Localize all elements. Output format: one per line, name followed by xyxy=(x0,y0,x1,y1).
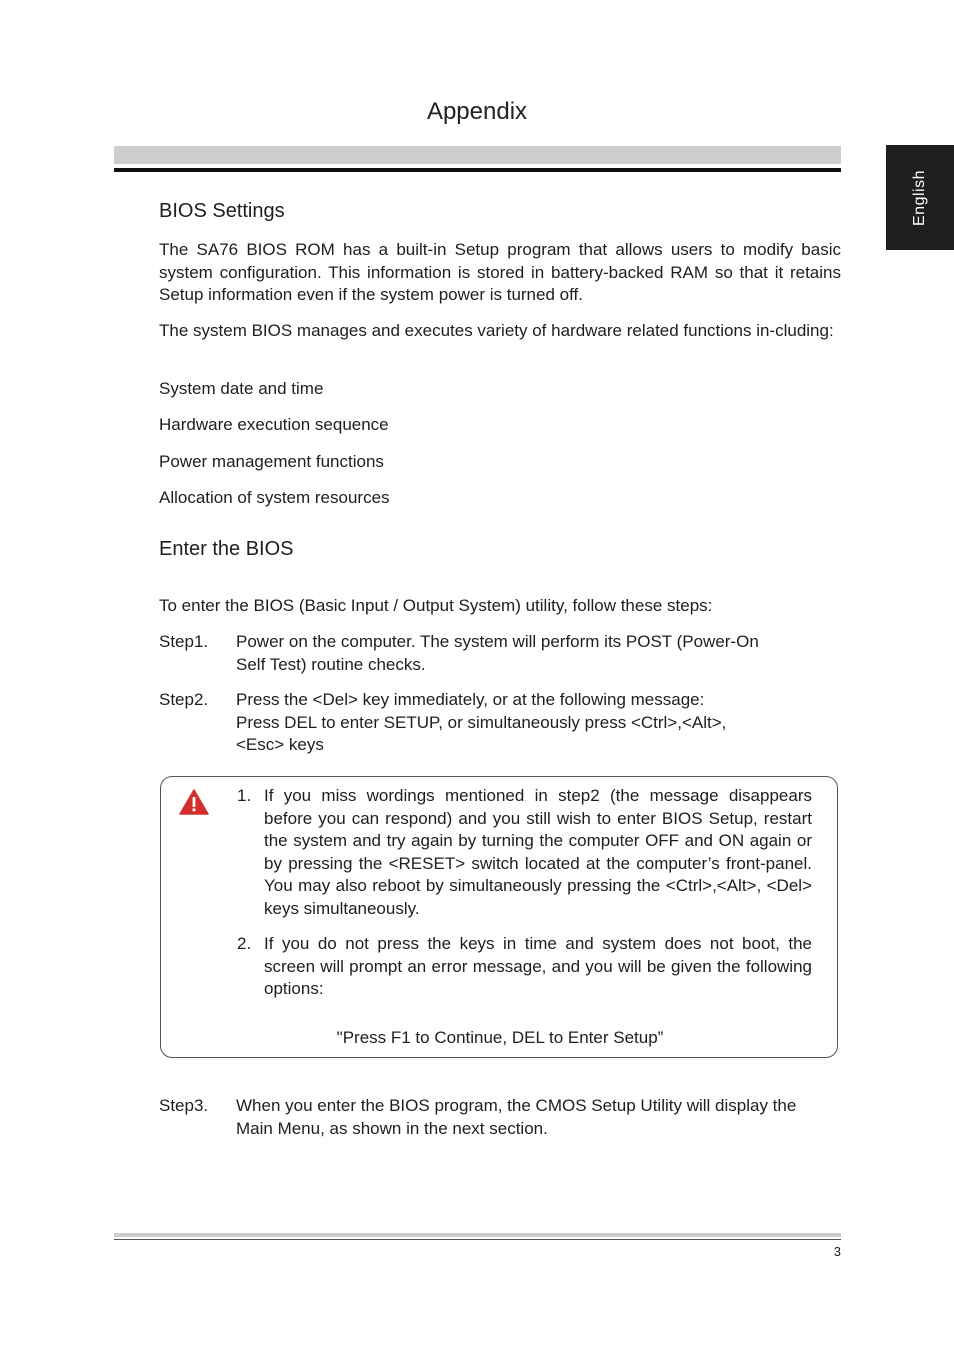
note-item-text: If you miss wordings mentioned in step2 (the message disappears before you can respond) and you still wish to enter BIOS Setup, restart the system and try again by turning the computer OFF and ON again or by pressing the <RESET> switch located at the computer’s front-panel. You may also reboot by simultaneously pressing the <Ctrl>,<Alt>, <Del> keys simultaneously. xyxy=(264,786,812,918)
language-tab xyxy=(886,145,954,250)
list-item: Power management functions xyxy=(159,452,384,471)
list-item: Allocation of system resources xyxy=(159,488,390,507)
note-quote: "Press F1 to Continue, DEL to Enter Setup” xyxy=(336,1028,664,1047)
note-item-number: 1. xyxy=(237,786,252,805)
header-grey-bar xyxy=(114,146,841,164)
step-text-line: Power on the computer. The system will perform its POST (Power-On xyxy=(236,632,759,651)
warning-icon xyxy=(179,789,209,815)
language-tab-label: English xyxy=(911,169,928,226)
step-text xyxy=(236,689,841,757)
step-text-line: When you enter the BIOS program, the CMOS Setup Utility will display the xyxy=(236,1096,797,1115)
footer-rule xyxy=(114,1239,841,1240)
step-text-line: <Esc> keys xyxy=(236,735,324,754)
warning-note-box xyxy=(160,776,838,1058)
step-text-line: Self Test) routine checks. xyxy=(236,654,426,674)
header-black-rule xyxy=(114,168,841,172)
page-title: Appendix xyxy=(426,98,528,125)
list-item: System date and time xyxy=(159,379,324,398)
step-text-line: Main Menu, as shown in the next section. xyxy=(236,1118,548,1138)
step-text xyxy=(236,631,841,676)
bios-settings-heading: BIOS Settings xyxy=(159,200,285,222)
step-text-line: Press the <Del> key immediately, or at the following message: xyxy=(236,690,705,709)
enter-bios-heading: Enter the BIOS xyxy=(159,538,294,560)
page-number: 3 xyxy=(833,1244,841,1259)
step-text-line: Press DEL to enter SETUP, or simultaneously press <Ctrl>,<Alt>, xyxy=(236,712,727,732)
enter-bios-intro: To enter the BIOS (Basic Input / Output System) utility, follow these steps: xyxy=(159,596,713,615)
step-text xyxy=(236,1095,841,1140)
step-label: Step1. xyxy=(159,632,209,651)
bios-settings-paragraph-2: The system BIOS manages and executes variety of hardware related functions in-cluding: xyxy=(159,321,834,340)
step-label: Step3. xyxy=(159,1096,209,1115)
bios-settings-paragraph-1: The SA76 BIOS ROM has a built-in Setup program that allows users to modify basic system configuration. This information is stored in battery-backed RAM so that it retains Setup information even if the system power is turned off. xyxy=(159,240,841,304)
note-item-text: If you do not press the keys in time and system does not boot, the screen will prompt an error message, and you will be given the following options: xyxy=(264,934,812,998)
list-item: Hardware execution sequence xyxy=(159,415,389,434)
footer-grey-bar xyxy=(114,1233,841,1237)
note-item-number: 2. xyxy=(237,934,252,953)
step-label: Step2. xyxy=(159,690,209,709)
